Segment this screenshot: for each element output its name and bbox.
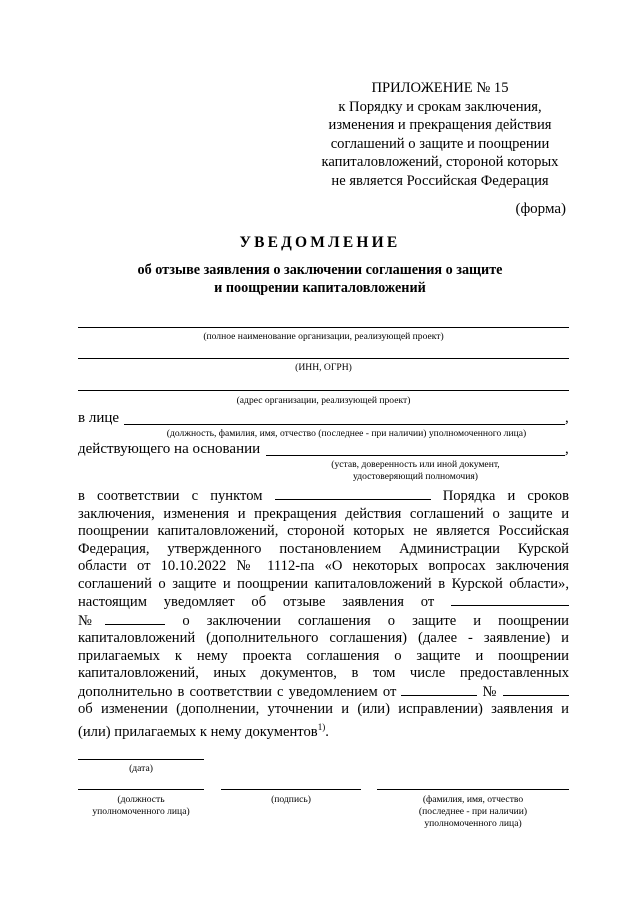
application-number-field[interactable] (105, 612, 165, 625)
body-line: области от 10.10.2022 № 1112-па «О некоторых вопросах заключения (78, 558, 569, 574)
form-label: (форма) (515, 201, 566, 217)
org-name-field[interactable] (78, 327, 569, 328)
full-name-caption (377, 794, 569, 830)
position-caption (70, 794, 212, 818)
appendix-line: изменения и прекращения действия (328, 117, 552, 134)
appendix-title: ПРИЛОЖЕНИЕ № 15 (371, 80, 509, 96)
in-person-field[interactable] (124, 424, 565, 425)
body-line: капиталовложений (дополнительного соглашения) (далее - заявление) и (78, 630, 569, 646)
clause-number-field[interactable] (275, 487, 431, 500)
body-text-segment: . (325, 723, 329, 740)
position-caption-line-2: уполномоченного лица) (92, 806, 190, 817)
body-text-segment: настоящим уведомляет об отзыве заявления от (78, 594, 435, 610)
body-text-segment: № (482, 683, 498, 700)
full-name-caption-line-2: (последнее - при наличии) (418, 806, 528, 817)
application-date-field[interactable] (451, 593, 569, 606)
comma: , (565, 410, 569, 426)
body-line: Федерация, утвержденного постановлением Администрации Курской (78, 540, 569, 557)
basis-caption (266, 459, 565, 483)
appendix-line: к Порядку и срокам заключения, (338, 98, 542, 115)
document-subtitle (0, 261, 640, 297)
full-name-caption-line-1: (фамилия, имя, отчество (422, 794, 524, 805)
body-line: поощрении капиталовложений, стороной которых не является Российская (78, 523, 569, 539)
basis-caption-line-1: (устав, доверенность или иной документ, (331, 459, 500, 470)
body-line: заключения, изменения и прекращения действия соглашений о защите и (78, 505, 569, 522)
date-field[interactable] (78, 759, 204, 760)
body-text-segment: о заключении соглашения о защите и поощрении (182, 612, 569, 629)
subtitle-line-2: и поощрении капиталовложений (214, 280, 426, 296)
org-name-caption: (полное наименование организации, реализующей проект) (203, 331, 444, 342)
body-text-segment: Порядка и сроков (442, 488, 569, 504)
appendix-header (300, 79, 580, 191)
body-line: капиталовложений, иных документов, в том числе предоставленных (78, 665, 569, 681)
notice-date-field[interactable] (401, 683, 477, 696)
body-text-segment: дополнительно в соответствии с уведомлением от (78, 683, 397, 700)
body-line: об изменении (дополнении, уточнении и (или) исправлении) заявления и (78, 701, 569, 717)
footnote-marker: 1) (317, 721, 326, 732)
basis-caption-line-2: удостоверяющий полномочия) (353, 471, 478, 482)
notice-number-field[interactable] (503, 683, 569, 696)
appendix-line: соглашений о защите и поощрении (330, 135, 550, 152)
full-name-field[interactable] (377, 789, 569, 790)
document-title: УВЕДОМЛЕНИЕ (239, 234, 401, 251)
full-name-caption-line-3: уполномоченного лица) (424, 818, 522, 829)
appendix-line: капиталовложений, стороной которых (321, 154, 559, 171)
body-text (78, 487, 569, 741)
inn-ogrn-caption: (ИНН, ОГРН) (295, 362, 352, 373)
address-caption: (адрес организации, реализующей проект) (236, 395, 411, 406)
position-field[interactable] (78, 789, 204, 790)
position-caption-line-1: (должность (117, 794, 165, 805)
address-field[interactable] (78, 390, 569, 391)
body-line: прилагаемых к нему проекта соглашения о защите и поощрении (78, 647, 569, 664)
in-person-caption: (должность, фамилия, имя, отчество (последнее - при наличии) уполномоченного лица) (166, 428, 527, 439)
inn-ogrn-field[interactable] (78, 358, 569, 359)
body-line: соглашений о защите и поощрении капиталовложений в Курской области», (78, 575, 569, 592)
basis-label: действующего на основании (78, 441, 261, 457)
date-caption: (дата) (129, 763, 153, 774)
body-text-segment: в соответствии с пунктом (78, 488, 263, 504)
body-text-segment: № (78, 612, 106, 629)
in-person-label: в лице (78, 410, 120, 426)
comma: , (565, 441, 569, 457)
body-text-segment: (или) прилагаемых к нему документов (78, 723, 318, 740)
signature-field[interactable] (221, 789, 361, 790)
appendix-line: не является Российская Федерация (331, 172, 549, 189)
basis-field[interactable] (266, 455, 565, 456)
subtitle-line-1: об отзыве заявления о заключении соглашения о защите (137, 262, 503, 278)
signature-caption: (подпись) (271, 794, 311, 805)
